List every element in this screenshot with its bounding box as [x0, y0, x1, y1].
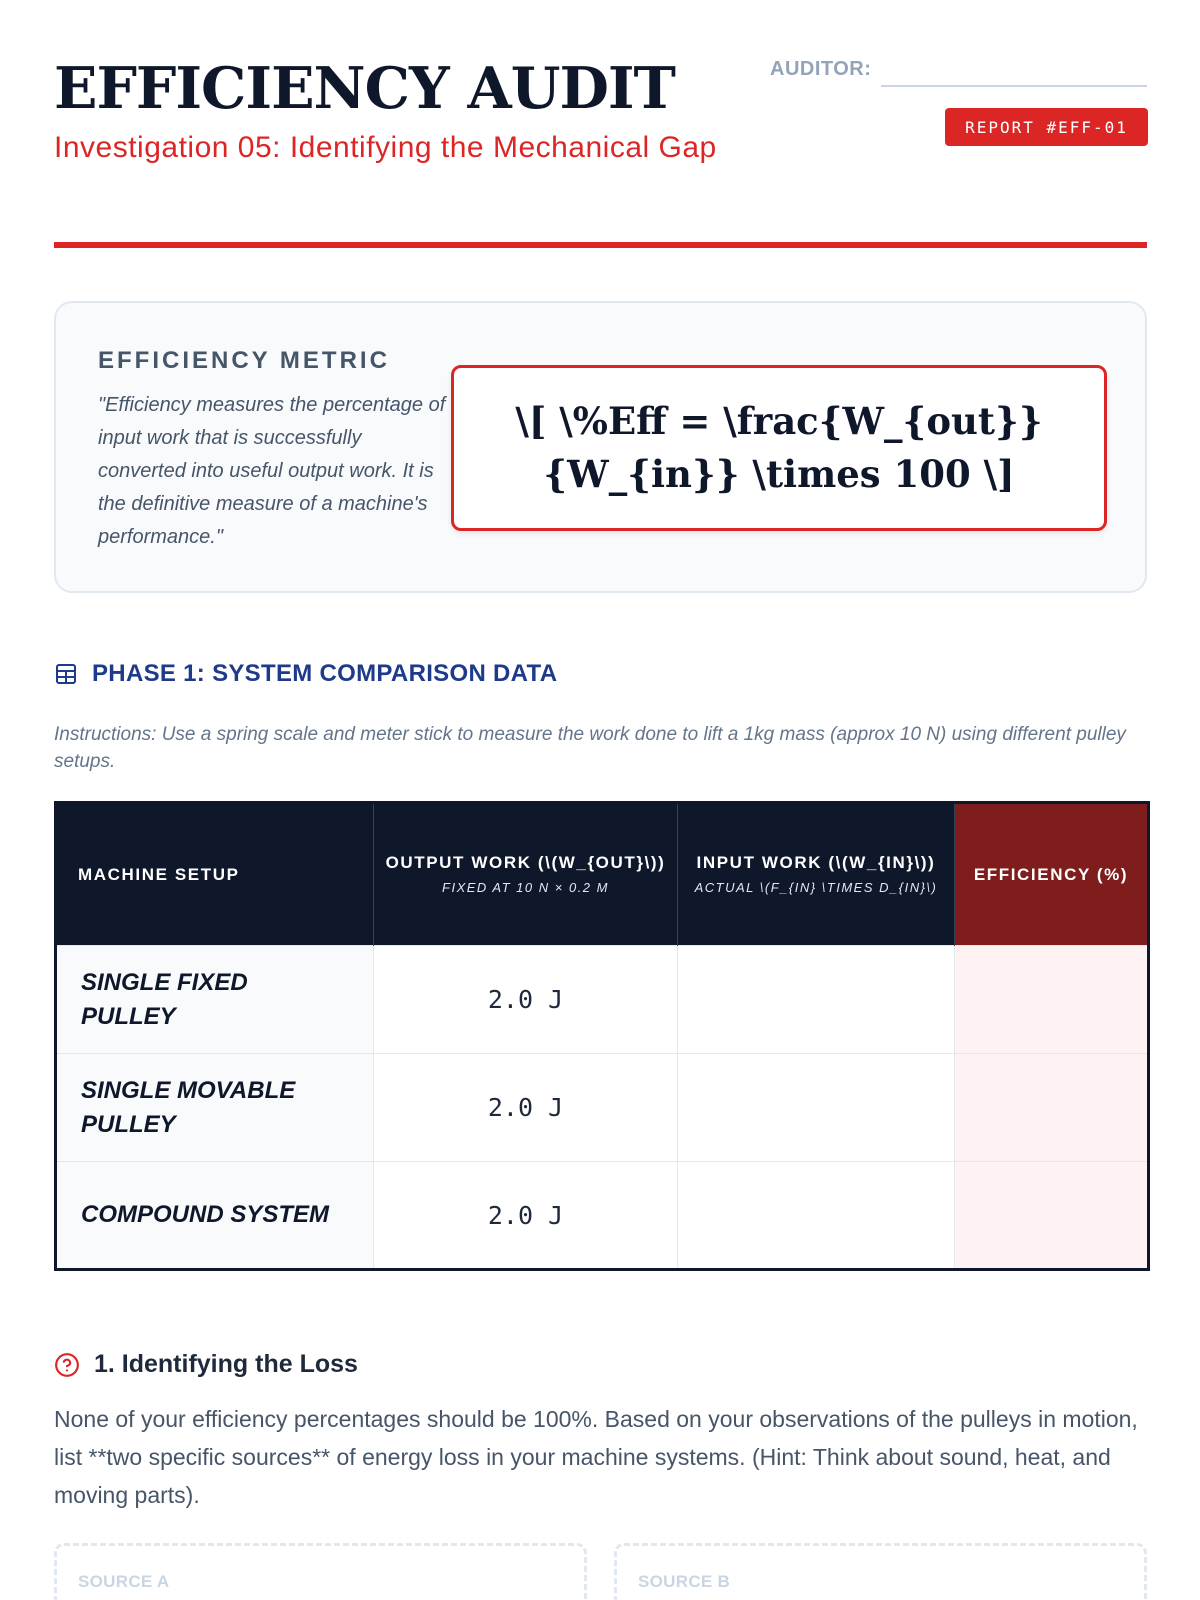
row-setup-cell: COMPOUND SYSTEM [56, 1162, 374, 1270]
table-row [56, 1162, 1149, 1270]
source-b-label: SOURCE B [638, 1572, 731, 1591]
row-efficiency-field[interactable] [955, 1054, 1149, 1162]
row-input-work-field[interactable] [678, 1054, 955, 1162]
metric-heading: EFFICIENCY METRIC [98, 347, 390, 374]
table-row [56, 1054, 1149, 1162]
auditor-name-field[interactable] [881, 85, 1147, 87]
phase1-instructions: Instructions: Use a spring scale and meter stick to measure the work done to lift a 1kg mass (approx 10 N) using different pulley setups. [54, 724, 1126, 772]
row-efficiency-field[interactable] [955, 1162, 1149, 1270]
column-header-input-label: INPUT WORK (\(W_{IN}\)) [696, 852, 936, 872]
row-setup-cell: SINGLE MOVABLE PULLEY [56, 1054, 374, 1162]
column-header-setup: MACHINE SETUP [56, 803, 374, 946]
question1-text: None of your efficiency percentages should be 100%. Based on your observations of the pulleys in motion, list **two specific sources** of energy loss in your machine systems. (Hint: Think about sound, heat, and moving parts). [54, 1406, 1138, 1508]
report-header [54, 56, 1147, 248]
source-b-field[interactable] [614, 1543, 1147, 1600]
row-input-work-field[interactable] [678, 946, 955, 1054]
page-subtitle: Investigation 05: Identifying the Mechanical Gap [54, 131, 717, 164]
help-circle-icon [54, 1352, 80, 1378]
column-header-output-label: OUTPUT WORK (\(W_{OUT}\)) [385, 852, 666, 872]
efficiency-metric-card [54, 301, 1147, 593]
source-a-field[interactable] [54, 1543, 587, 1600]
page-title: EFFICIENCY AUDIT [54, 55, 675, 122]
auditor-label: AUDITOR: [770, 58, 872, 80]
row-output-cell: 2.0 J [374, 1054, 678, 1162]
efficiency-formula: \[ \%Eff = \frac{W_{out}}{W_{in}} \times 100 \] [451, 365, 1107, 531]
system-comparison-table [54, 801, 1150, 1271]
metric-quote: "Efficiency measures the percentage of input work that is successfully converted into useful output work. It is the definitive measure of a machine's performance." [98, 394, 446, 548]
table-header-row [56, 803, 1149, 946]
question1-title: 1. Identifying the Loss [94, 1350, 358, 1378]
report-id-badge: REPORT #EFF-01 [945, 108, 1148, 146]
row-output-cell: 2.0 J [374, 946, 678, 1054]
table-row [56, 946, 1149, 1054]
column-header-output [374, 803, 678, 946]
row-output-cell: 2.0 J [374, 1162, 678, 1270]
column-header-efficiency: EFFICIENCY (%) [955, 803, 1149, 946]
table-icon [54, 662, 78, 686]
source-a-label: SOURCE A [78, 1572, 170, 1591]
column-header-output-sub: FIXED AT 10 N × 0.2 M [442, 879, 609, 895]
row-efficiency-field[interactable] [955, 946, 1149, 1054]
column-header-input [678, 803, 955, 946]
phase1-heading [54, 660, 557, 688]
column-header-input-sub: ACTUAL \(F_{IN} \TIMES D_{IN}\) [694, 879, 938, 895]
question1-heading [54, 1350, 358, 1379]
row-setup-cell: SINGLE FIXED PULLEY [56, 946, 374, 1054]
row-input-work-field[interactable] [678, 1162, 955, 1270]
phase1-title: PHASE 1: SYSTEM COMPARISON DATA [92, 660, 558, 687]
